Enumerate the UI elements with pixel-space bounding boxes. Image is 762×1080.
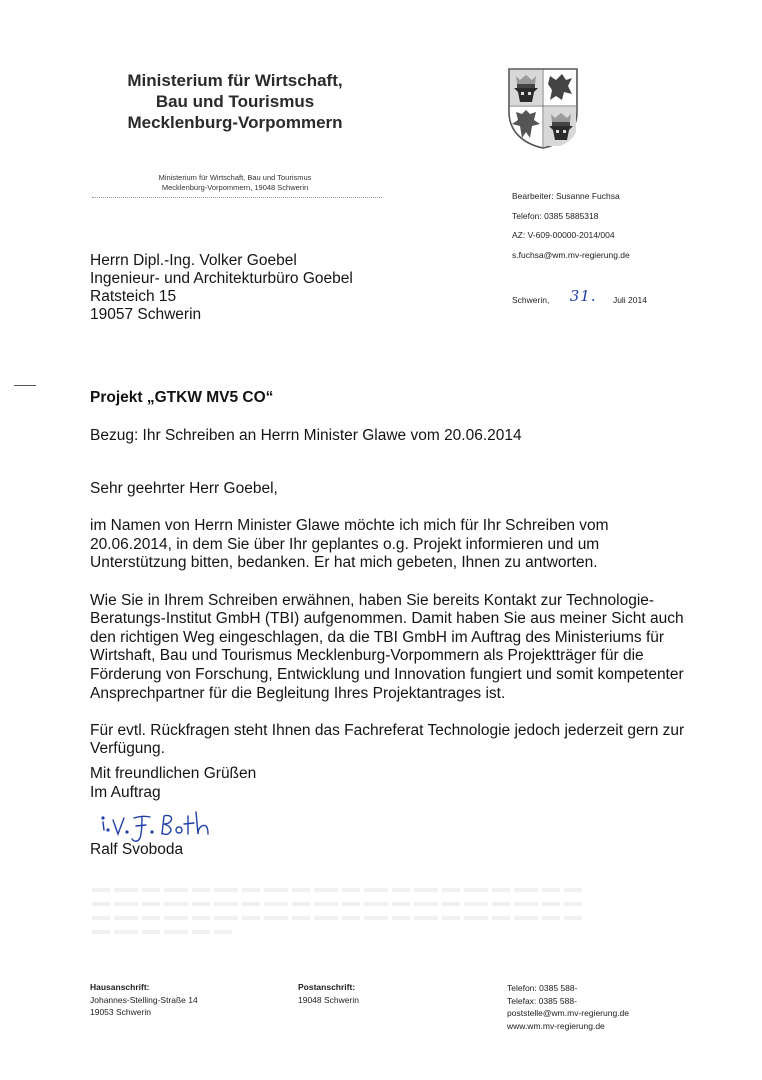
paragraph-line: Ansprechpartner für die Begleitung Ihres Projektantrages ist. xyxy=(90,684,506,702)
paragraph-line: 20.06.2014, in dem Sie über Ihr geplantes o.g. Projekt informieren und um xyxy=(90,535,600,553)
bleed-line xyxy=(92,930,232,934)
paragraph-line: den richtigen Weg eingeschlagen, da die TBI GmbH im Auftrag des Ministeriums für xyxy=(90,628,665,646)
footer-telefax: Telefax: 0385 588- xyxy=(507,995,577,1006)
postanschrift-heading: Postanschrift: xyxy=(298,982,356,992)
paragraph-line: Wirtshaft, Bau und Tourismus Mecklenburg-Vorpommern als Projektträger für die xyxy=(90,647,644,665)
bleed-line xyxy=(92,888,582,892)
ministry-name-line-1: Ministerium für Wirtschaft, xyxy=(127,71,343,90)
ministry-name-line-3: Mecklenburg-Vorpommern xyxy=(127,113,343,132)
paragraph-line: Wie Sie in Ihrem Schreiben erwähnen, haben Sie bereits Kontakt zur Technologie- xyxy=(90,591,655,609)
signer-name: Ralf Svoboda xyxy=(90,841,184,858)
paragraph-2 xyxy=(90,592,690,704)
bleed-line xyxy=(92,902,582,906)
date-line xyxy=(512,289,647,307)
hausanschrift-street: Johannes-Stelling-Straße 14 xyxy=(90,994,198,1005)
closing-greeting: Mit freundlichen Grüßen xyxy=(90,765,257,782)
recipient-line-4: 19057 Schwerin xyxy=(90,306,202,323)
paragraph-line: im Namen von Herrn Minister Glawe möchte ich mich für Ihr Schreiben vom xyxy=(90,517,609,535)
footer-hausanschrift xyxy=(90,981,198,1019)
recipient-line-2: Ingenieur- und Architekturbüro Goebel xyxy=(90,270,353,287)
letter-body xyxy=(90,480,690,778)
reverse-side-bleed xyxy=(92,888,582,944)
contact-block xyxy=(512,191,630,269)
date-month-year: Juli 2014 xyxy=(612,295,647,305)
recipient-address xyxy=(90,252,353,324)
closing-im-auftrag: Im Auftrag xyxy=(90,783,161,801)
hausanschrift-heading: Hausanschrift: xyxy=(90,982,150,992)
sender-return-address xyxy=(90,173,380,193)
fold-mark xyxy=(14,385,36,386)
paragraph-line: Verfügung. xyxy=(90,740,165,758)
reference-line: Bezug: Ihr Schreiben an Herrn Minister Glawe vom 20.06.2014 xyxy=(90,427,522,444)
ministry-name-line-2: Bau und Tourismus xyxy=(155,92,315,111)
salutation: Sehr geehrter Herr Goebel, xyxy=(90,480,278,497)
recipient-line-3: Ratsteich 15 xyxy=(90,288,177,305)
coat-of-arms-icon xyxy=(506,66,580,150)
sender-line-2: Mecklenburg-Vorpommern, 19048 Schwerin xyxy=(161,183,309,192)
paragraph-line: Für evtl. Rückfragen steht Ihnen das Fachreferat Technologie jedoch jederzeit gern zur xyxy=(90,721,685,739)
sender-line-1: Ministerium für Wirtschaft, Bau und Tourismus xyxy=(158,173,312,182)
postanschrift-city: 19048 Schwerin xyxy=(298,994,359,1005)
recipient-line-1: Herrn Dipl.-Ing. Volker Goebel xyxy=(90,252,297,269)
paragraph-line: Unterstützung bitten, bedanken. Er hat mich gebeten, Ihnen zu antworten. xyxy=(90,554,598,572)
email-link[interactable]: s.fuchsa@wm.mv-regierung.de xyxy=(512,249,630,260)
paragraph-1 xyxy=(90,517,690,573)
paragraph-line: Förderung von Forschung, Entwicklung und Innovation fungiert und somit kompetenter xyxy=(90,665,684,683)
paragraph-3 xyxy=(90,722,690,759)
bearbeiter: Bearbeiter: Susanne Fuchsa xyxy=(512,191,620,201)
date-place: Schwerin, xyxy=(512,295,550,305)
footer-kontakt xyxy=(507,982,629,1032)
subject-line: Projekt „GTKW MV5 CO“ xyxy=(90,389,274,406)
date-day-handwritten: 31. xyxy=(569,287,597,305)
footer-email-link[interactable]: poststelle@wm.mv-regierung.de xyxy=(507,1008,630,1018)
footer-postanschrift xyxy=(298,981,359,1006)
paragraph-line: Beratungs-Institut GmbH (TBI) aufgenommen. Damit haben Sie aus meiner Sicht auch xyxy=(90,610,684,628)
hausanschrift-city: 19053 Schwerin xyxy=(90,1007,151,1017)
footer-website-link[interactable]: www.wm.mv-regierung.de xyxy=(507,1020,605,1031)
footer-telefon: Telefon: 0385 588- xyxy=(507,983,578,993)
aktenzeichen: AZ: V-609-00000-2014/004 xyxy=(512,230,615,240)
bleed-line xyxy=(92,916,582,920)
sender-divider xyxy=(92,197,382,198)
ministry-name xyxy=(90,70,380,133)
closing xyxy=(90,765,256,802)
telefon: Telefon: 0385 5885318 xyxy=(512,210,599,221)
